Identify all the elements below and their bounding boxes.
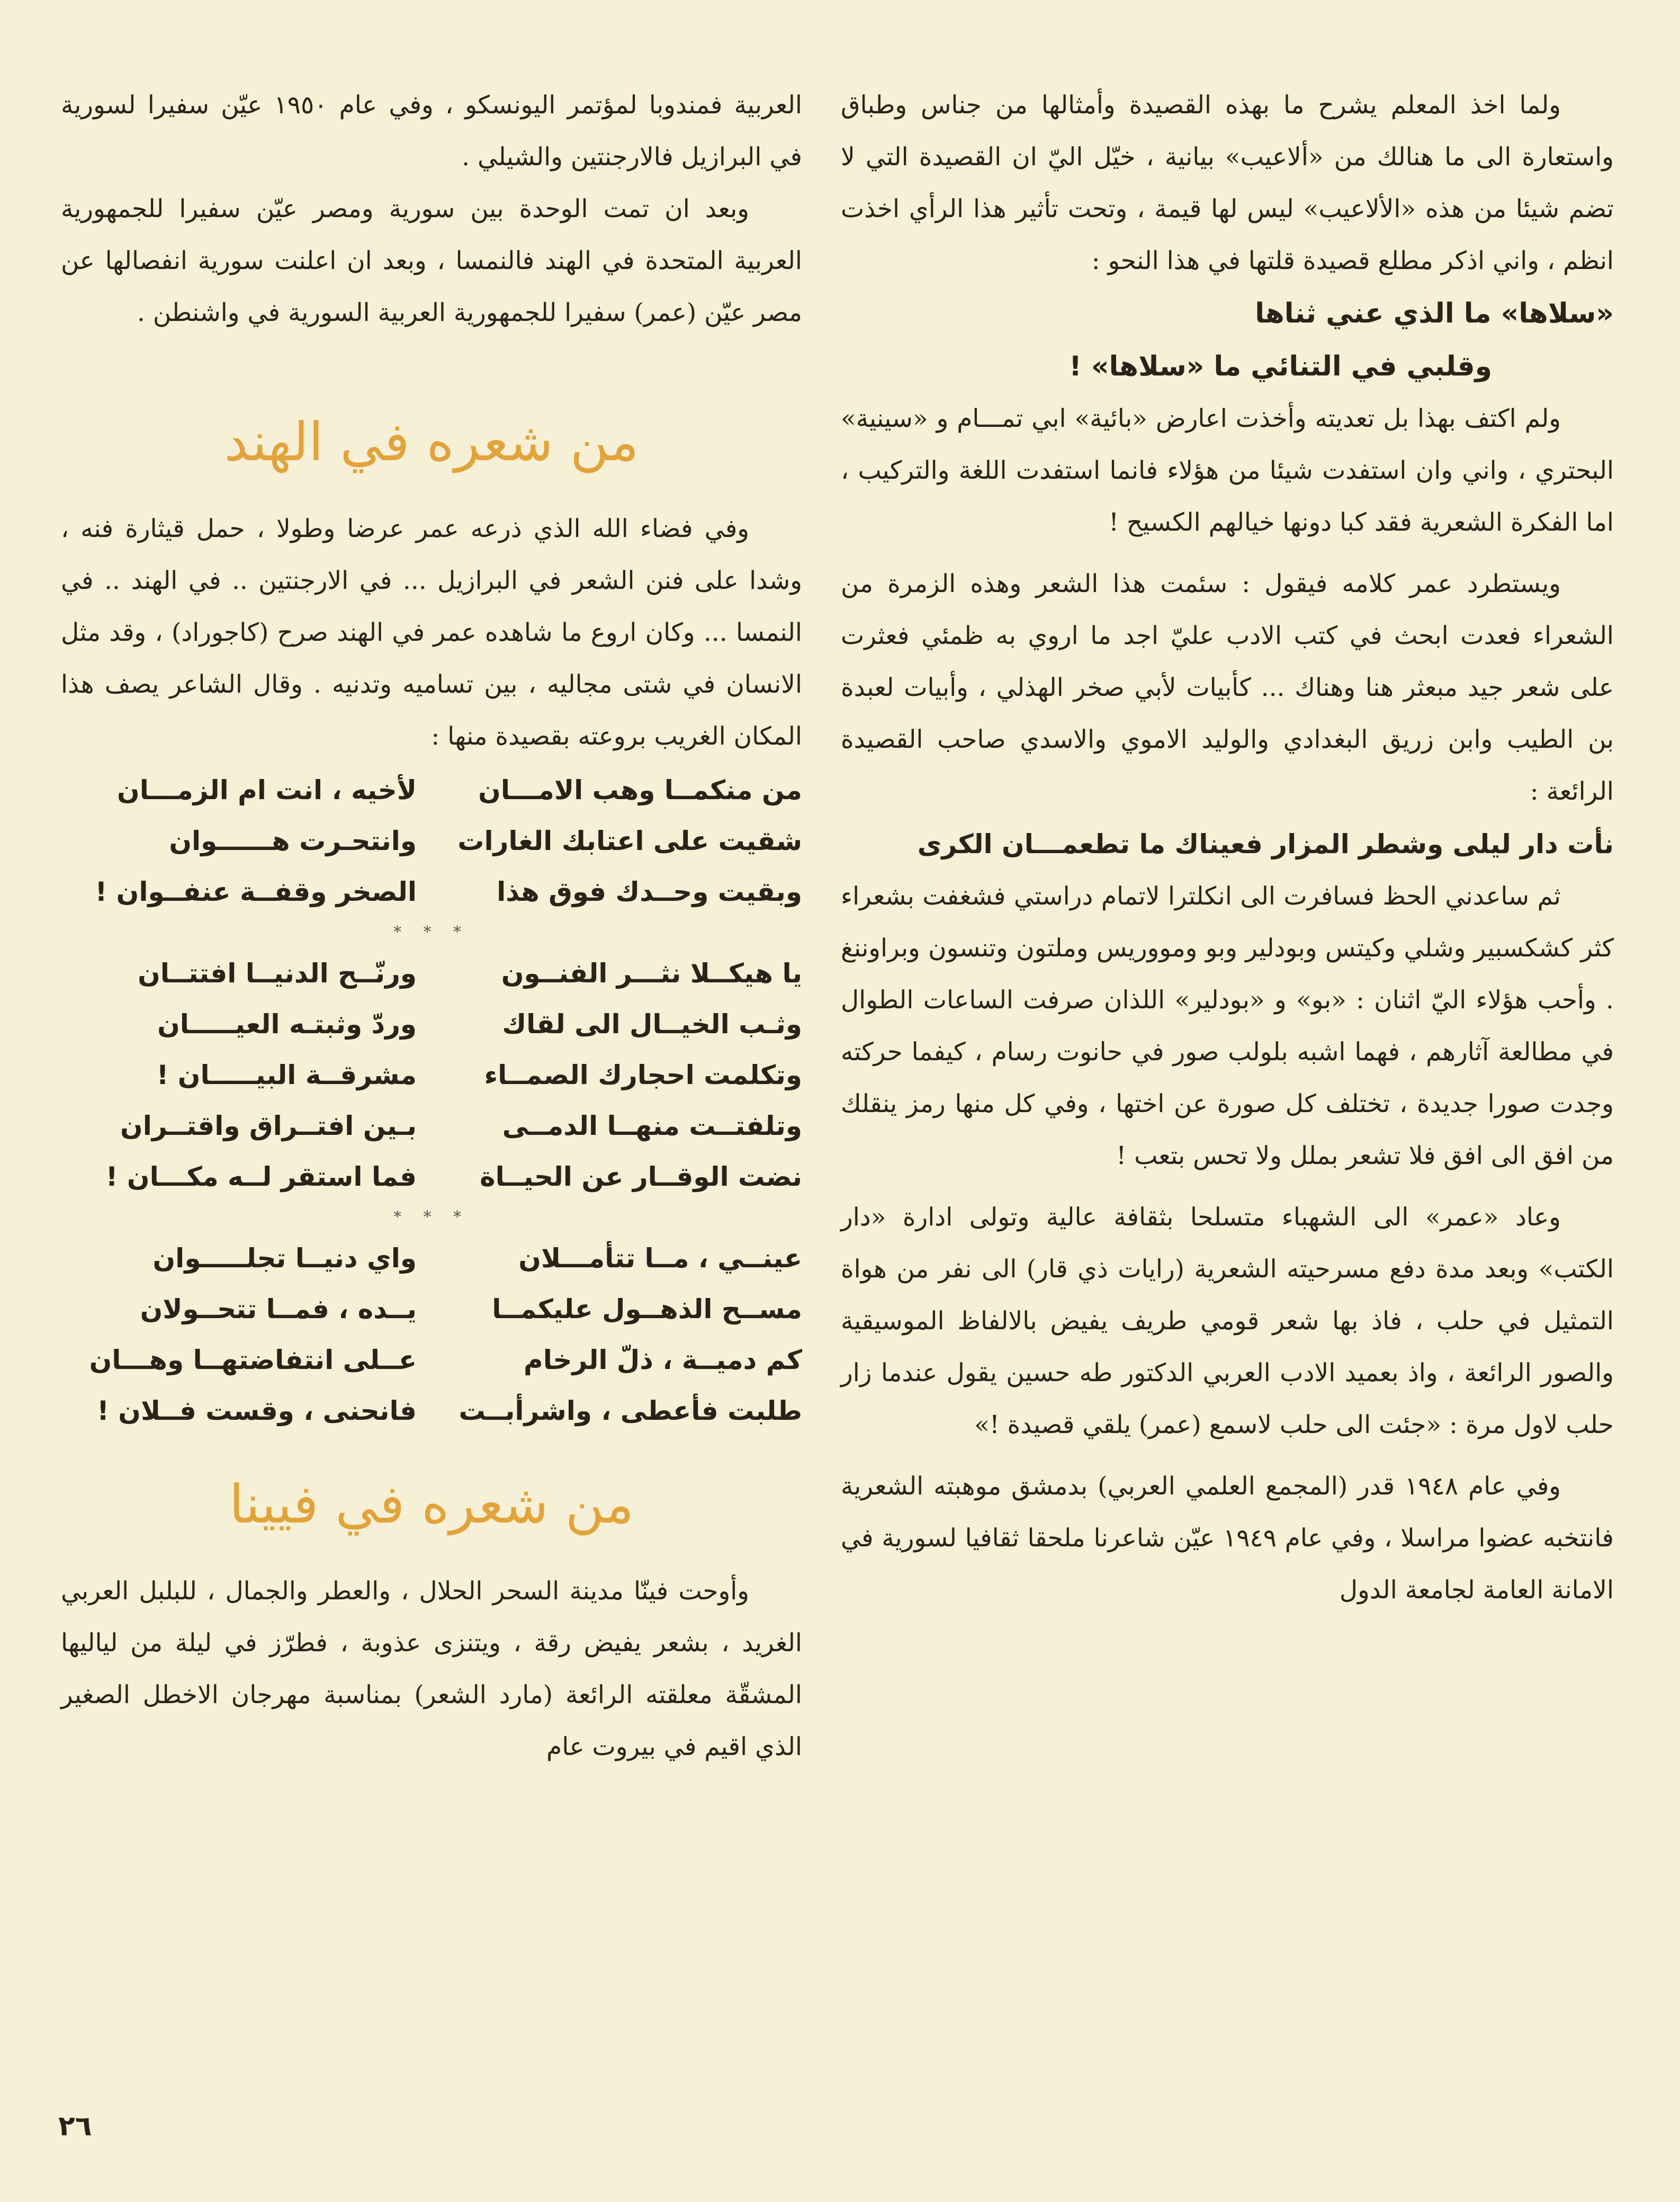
left-column bbox=[61, 79, 802, 1773]
hemistich: يــده ، فمــا تتحــولان bbox=[140, 1294, 417, 1324]
verse-couplet bbox=[61, 1284, 802, 1335]
verse-couplet bbox=[61, 816, 802, 866]
hemistich: من منكمــا وهب الامـــان bbox=[478, 775, 802, 805]
verse-line: نأت دار ليلى وشطر المزار فعيناك ما تطعمـــان الكرى bbox=[917, 829, 1614, 860]
stanza-separator: * * * bbox=[393, 923, 470, 942]
stanza-separator: * * * bbox=[393, 1208, 470, 1227]
hemistich: يا هيكــلا نثـــر الفنــون bbox=[501, 958, 802, 989]
hemistich: وثـب الخيــال الى لقاك bbox=[502, 1009, 802, 1040]
hemistich: شقيت على اعتابك الغارات bbox=[457, 826, 802, 856]
verse-couplet bbox=[61, 866, 802, 917]
hemistich: وبقيت وحــدك فوق هذا bbox=[497, 876, 802, 907]
hemistich: طلبت فأعطى ، واشرأبــت bbox=[459, 1395, 802, 1426]
hemistich: ورنّــح الدنيــا افتتــان bbox=[138, 958, 417, 989]
paragraph: العربية فمندوبا لمؤتمر اليونسكو ، وفي عام ١٩٥٠ عيّن سفيرا لسورية في البرازيل فالارجنتين والشيلي . bbox=[61, 91, 802, 172]
verse-line: «سلاها» ما الذي عني ثناها bbox=[1255, 298, 1614, 329]
section-heading: من شعره في الهند bbox=[224, 411, 639, 473]
section-heading: من شعره في فيينا bbox=[229, 1473, 634, 1535]
poem-stanza bbox=[61, 1231, 802, 1438]
poem-stanza bbox=[61, 946, 802, 1204]
verse-couplet bbox=[61, 1233, 802, 1284]
hemistich: وردّ وثبتـه العيـــــان bbox=[157, 1009, 417, 1040]
paragraph: وفي فضاء الله الذي ذرعه عمر عرضا وطولا ، حمل قيثارة فنه ، وشدا على فنن الشعر في البرازيل ... في الارجنتين .. في الهند .. في النمسا ... وكان اروع ما شاهده عمر في الهند صرح (كاجوراد) ، وقد مثل الانسان في شتى مجاليه ، بين تساميه وتدنيه . وقال الشاعر يصف هذا المكان الغريب بروعته بقصيدة منها : bbox=[61, 514, 802, 751]
verse-couplet bbox=[61, 1151, 802, 1202]
hemistich: الصخر وقفــة عنفــوان ! bbox=[95, 876, 417, 907]
verse-couplet bbox=[61, 999, 802, 1050]
hemistich: واي دنيــا تجلـــــوان bbox=[152, 1243, 417, 1274]
paragraph: ويستطرد عمر كلامه فيقول : سئمت هذا الشعر وهذه الزمرة من الشعراء فعدت ابحث في كتب الادب عليّ اجد ما اروي به ظمئي فعثرت على شعر جيد مبعثر هنا وهناك ... كأبيات لأبي صخر الهذلي ، وأبيات لعبدة بن الطيب وابن زريق البغدادي والوليد الاموي والاسدي صاحب القصيدة الرائعة : bbox=[841, 569, 1614, 806]
hemistich: لأخيه ، انت ام الزمـــان bbox=[117, 775, 417, 805]
hemistich: بـين افتــراق واقتــران bbox=[120, 1111, 417, 1141]
hemistich: كم دميــة ، ذلّ الرخام bbox=[524, 1345, 802, 1375]
paragraph: ولم اكتف بهذا بل تعديته وأخذت اعارض «بائية» ابي تمـــام و «سينية» البحتري ، واني وان استفدت شيئا من هؤلاء فانما استفدت اللغة والتركيب ، اما الفكرة الشعرية فقد كبا دونها خيالهم الكسيح ! bbox=[841, 404, 1614, 537]
verse-couplet bbox=[61, 948, 802, 999]
hemistich: نضت الوقــار عن الحيــاة bbox=[480, 1161, 802, 1192]
hemistich: عينــي ، مــا تتأمـــلان bbox=[518, 1243, 802, 1274]
paragraph: وفي عام ١٩٤٨ قدر (المجمع العلمي العربي) بدمشق موهبته الشعرية فانتخبه عضوا مراسلا ، وفي عام ١٩٤٩ عيّن شاعرنا ملحقا ثقافيا لسورية في الامانة العامة لجامعة الدول bbox=[841, 1472, 1614, 1605]
hemistich: مســح الذهــول عليكمــا bbox=[492, 1294, 802, 1324]
page-number: ٢٦ bbox=[58, 2110, 92, 2142]
hemistich: عــلى انتفاضتهــا وهـــان bbox=[89, 1345, 417, 1375]
paragraph: وعاد «عمر» الى الشهباء متسلحا بثقافة عالية وتولى ادارة «دار الكتب» وبعد مدة دفع مسرحيته الشعرية (رايات ذي قار) الى نفر من هواة التمثيل في حلب ، فاذ بها شعر قومي طريف يفيض بالالفاظ الموسيقية والصور الرائعة ، واذ بعميد الادب العربي الدكتور طه حسين يقول عندما زار حلب لاول مرة : «جئت الى حلب لاسمع (عمر) يلقي قصيدة !» bbox=[841, 1203, 1614, 1439]
hemistich: فما استقر لــه مكـــان ! bbox=[105, 1161, 417, 1192]
hemistich: فانحنى ، وقست فــلان ! bbox=[97, 1395, 417, 1426]
hemistich: مشرقــة البيـــــان ! bbox=[156, 1060, 417, 1090]
hemistich: وتلفتــت منهــا الدمــى bbox=[502, 1111, 802, 1141]
verse-line: وقلبي في التنائي ما «سلاها» ! bbox=[1069, 351, 1492, 382]
paragraph: ثم ساعدني الحظ فسافرت الى انكلترا لاتمام دراستي فشغفت بشعراء كثر كشكسبير وشلي وكيتس وبودلير وبو ومووريس وملتون وتنسون وبراوننغ . وأحب هؤلاء اليّ اثنان : «بو» و «بودلير» اللذان صرفت الساعات الطوال في مطالعة آثارهم ، فهما اشبه بلولب صور في حانوت رسام ، كيفما حركته وجدت صورا جديدة ، تختلف كل صورة عن اختها ، وفي كل منها رمز ينقلك من افق الى افق فلا تشعر بملل ولا تحس بتعب ! bbox=[841, 882, 1614, 1170]
verse-couplet bbox=[61, 1385, 802, 1436]
paragraph: ولما اخذ المعلم يشرح ما بهذه القصيدة وأمثالها من جناس وطباق واستعارة الى ما هنالك من «ألاعيب» بيانية ، خيّل اليّ ان القصيدة التي لا تضم شيئا من هذه «الألاعيب» ليس لها قيمة ، وتحت تأثير هذا الرأي اخذت انظم ، واني اذكر مطلع قصيدة قلتها في هذا النحو : bbox=[841, 91, 1614, 275]
verse-couplet bbox=[61, 1100, 802, 1151]
verse-couplet bbox=[61, 765, 802, 816]
right-column bbox=[841, 79, 1614, 1616]
paragraph: وأوحت فينّا مدينة السحر الحلال ، والعطر والجمال ، للبلبل العربي الغريد ، بشعر يفيض رقة ، ويتنزى عذوبة ، فطرّز في ليلة من لياليها المشقّة معلقته الرائعة (مارد الشعر) بمناسبة مهرجان الاخطل الصغير الذي اقيم في بيروت عام bbox=[61, 1577, 802, 1761]
verse-couplet bbox=[61, 1335, 802, 1385]
hemistich: وتكلمت احجارك الصمــاء bbox=[484, 1060, 802, 1090]
paragraph: وبعد ان تمت الوحدة بين سورية ومصر عيّن سفيرا للجمهورية العربية المتحدة في الهند فالنمسا ، وبعد ان اعلنت سورية انفصالها عن مصر عيّن (عمر) سفيرا للجمهورية العربية السورية في واشنطن . bbox=[61, 194, 802, 327]
verse-couplet bbox=[61, 1050, 802, 1100]
hemistich: وانتحـرت هــــــوان bbox=[169, 826, 417, 856]
poem-stanza bbox=[61, 763, 802, 919]
